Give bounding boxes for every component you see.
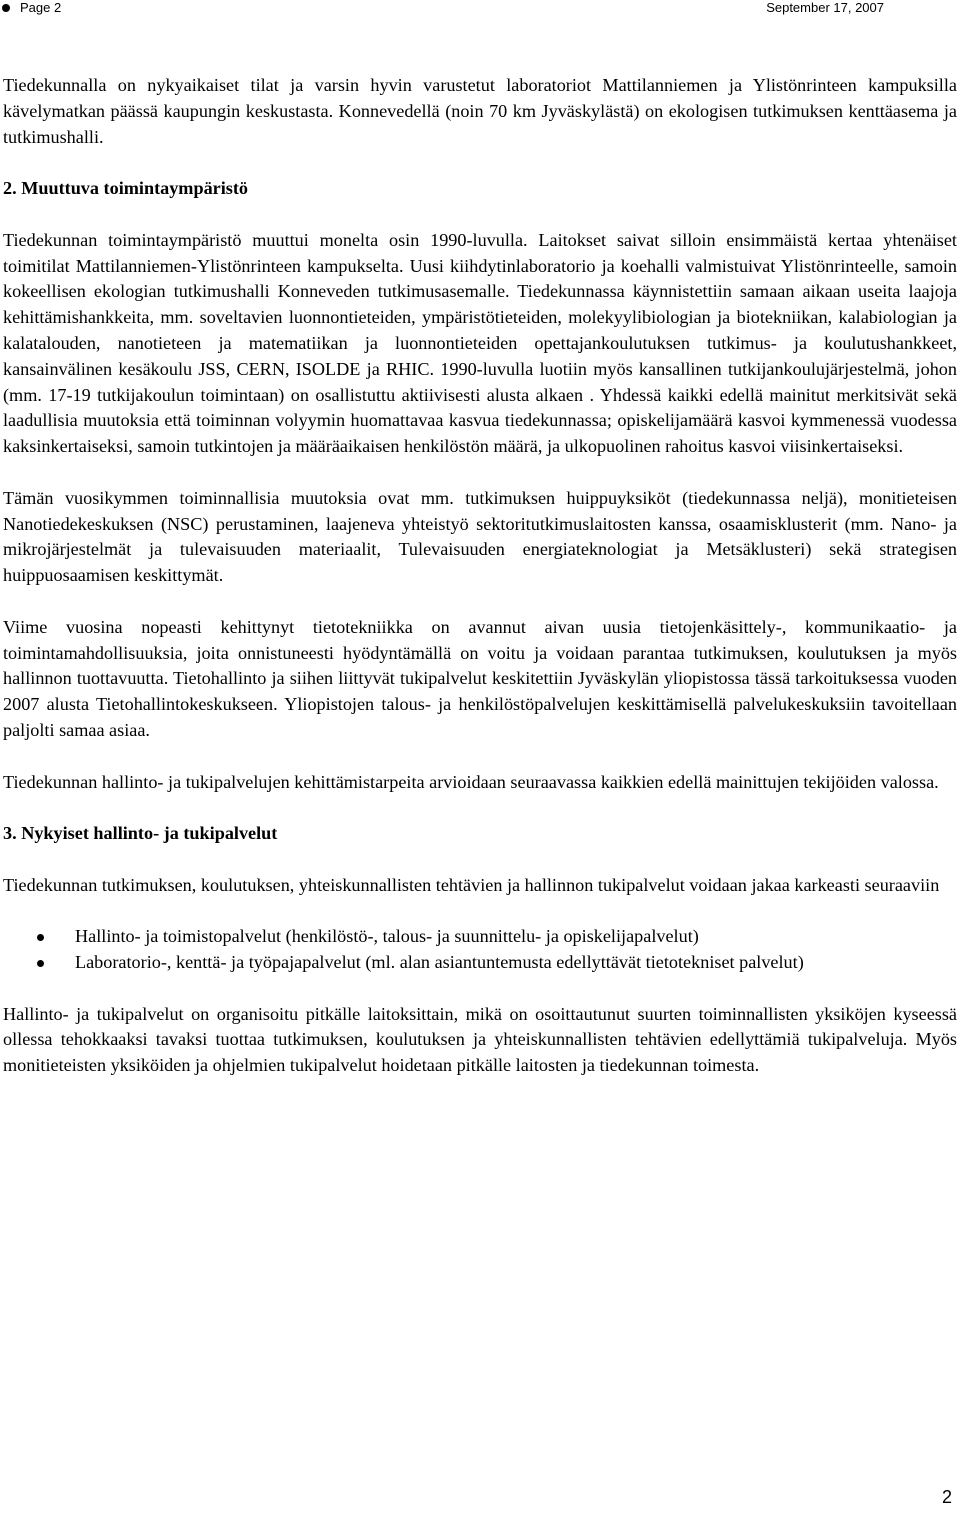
bullet-icon	[37, 960, 44, 967]
paragraph-changes: Tämän vuosikymmen toiminnallisia muutoksia ovat mm. tutkimuksen huippuyksiköt (tiedekunnassa neljä), monitieteisen Nanotiedekeskuksen (NSC) perustaminen, laajeneva yhteistyö sektoritutkimuslaitosten kanssa, osaamisklusterit (mm. Nano- ja mikrojärjestelmät ja tulevaisuuden materiaalit, Tulevaisuuden energiateknologiat ja Metsäklusteri) sekä strategisen huippuosaamisen keskittymät.	[3, 487, 957, 586]
list-item-text: Hallinto- ja toimistopalvelut (henkilöstö-, talous- ja suunnittelu- ja opiskelijapalvelut)	[75, 926, 699, 947]
section-heading-2: 2. Muuttuva toimintaympäristö	[3, 178, 249, 199]
list-item	[3, 950, 957, 976]
list-item-text: Laboratorio-, kenttä- ja työpajapalvelut (ml. alan asiantuntemusta edellyttävät tietotekniset palvelut)	[75, 952, 804, 973]
page-number: 2	[941, 1487, 952, 1507]
page-header	[0, 0, 960, 22]
paragraph-services-intro: Tiedekunnan tutkimuksen, koulutuksen, yhteiskunnallisten tehtävien ja hallinnon tukipalvelut voidaan jakaa karkeasti seuraaviin	[3, 874, 940, 895]
list-item	[3, 924, 957, 950]
paragraph-organization: Hallinto- ja tukipalvelut on organisoitu pitkälle laitoksittain, mikä on osoittautunut suurten toiminnallisten yksiköjen kyseessä ollessa tehokkaaksi tavaksi tuottaa tutkimuksen, koulutuksen ja yhteiskunnallisten tehtävien edellyttämiä tukipalveluja. Myös monitieteisten yksiköiden ja ohjelmien tukipalvelut hoidetaan pitkälle laitosten ja tiedekunnan toimesta.	[3, 1003, 957, 1076]
paragraph-environment: Tiedekunnan toimintaympäristö muuttui monelta osin 1990-luvulla. Laitokset saivat silloin ensimmäistä kertaa yhtenäiset toimitilat Mattilanniemen-Ylistönrinteen kampukselta. Uusi kiihdytinlaboratorio ja koehalli valmistuivat Ylistönrinteelle, samoin kokeellisen ekologian tutkimushalli Konneveden tutkimusasemalle. Tiedekunnassa käynnistettiin samaan aikaan useita laajoja kehittämishankkeita, mm. soveltavien luonnontieteiden, ympäristötieteiden, molekyylibiologian ja biotekniikan, kalabiologian ja kalatalouden, nanotieteen ja matematiikan ja luonnontieteiden opettajankoulutuksen tutkimus- ja koulutushankkeet, kansainvälinen kesäkoulu JSS, CERN, ISOLDE ja RHIC. 1990-luvulla luotiin myös kansallinen tutkijankoulujärjestelmä, johon (mm. 17-19 tutkijakoulun toimintaan) on osallistuttu aktiivisesti alusta alkaen . Yhdessä kaikki edellä mainitut merkitsivät sekä laadullisia muutoksia että toiminnan volyymin huomattavaa kasvua tiedekunnassa; opiskelijamäärä kasvoi kymmenessä vuodessa kaksinkertaiseksi, samoin tutkintojen ja määräaikaisen henkilöstön määrä, ja ulkopuolinen rahoitus kasvoi viisinkertaiseksi.	[3, 229, 957, 457]
header-date: September 17, 2007	[766, 0, 884, 15]
paragraph-it: Viime vuosina nopeasti kehittynyt tietotekniikka on avannut aivan uusia tietojenkäsittely-, kommunikaatio- ja toimintamahdollisuuksia, joita onnistuneesti hyödyntämällä on voitu ja voidaan parantaa tutkimuksen, koulutuksen ja myös hallinnon tuottavuutta. Tietohallinto ja siihen liittyvät tukipalvelut keskitettiin Jyväskylän yliopistossa tässä tarkoituksessa vuoden 2007 alusta Tietohallintokeskukseen. Yliopistojen talous- ja henkilöstöpalvelujen keskittämisellä palvelukeskuksiin tavoitellaan paljolti samaa asiaa.	[3, 616, 957, 740]
document-body	[3, 73, 957, 1079]
bullet-icon	[2, 4, 10, 12]
bullet-icon	[37, 934, 44, 941]
page-label: Page 2	[20, 0, 62, 15]
section-heading-3: 3. Nykyiset hallinto- ja tukipalvelut	[3, 823, 278, 844]
paragraph-assessment: Tiedekunnan hallinto- ja tukipalvelujen kehittämistarpeita arvioidaan seuraavassa kaikkien edellä mainittujen tekijöiden valossa.	[3, 771, 939, 792]
services-list	[3, 924, 957, 976]
paragraph-facilities: Tiedekunnalla on nykyaikaiset tilat ja varsin hyvin varustetut laboratoriot Mattilanniemen ja Ylistönrinteen kampuksilla kävelymatkan päässä kaupungin keskustasta. Konnevedellä (noin 70 km Jyväskylästä) on ekologisen tutkimuksen kenttäasema ja tutkimushalli.	[3, 75, 957, 147]
